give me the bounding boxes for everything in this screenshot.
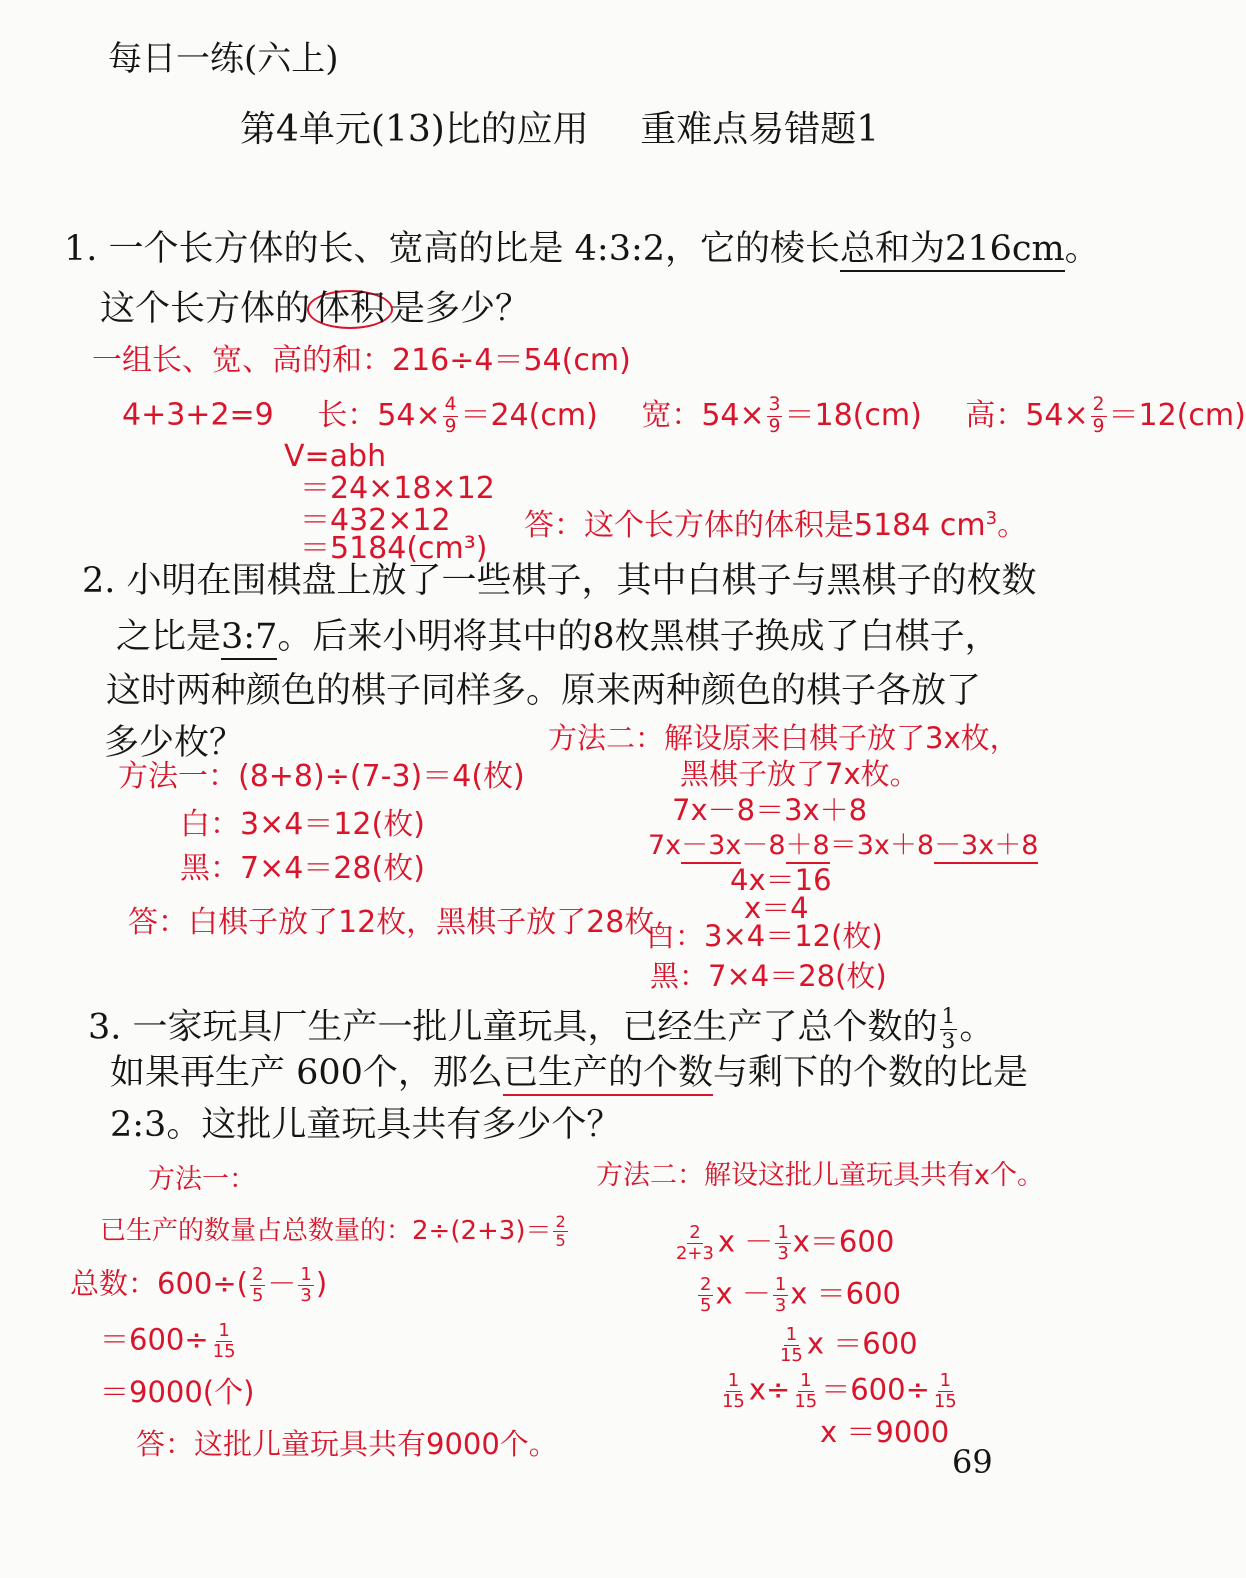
page-number: 69: [952, 1443, 993, 1481]
q3-method1-l4: ＝9000(个): [100, 1375, 255, 1409]
title-subtitle: 重难点易错题1: [640, 109, 880, 150]
q2-method2-eq3: 4x＝16: [730, 863, 832, 897]
q3-underlined-produced: 已生产的个数: [503, 1053, 713, 1096]
q3-method2-eq5: x ＝9000: [820, 1415, 950, 1449]
q1-step-sum: 一组长、宽、高的和：216÷4＝54(cm): [92, 343, 631, 378]
q3-method1-l3: ＝600÷ $\frac{1}{15}$: [100, 1320, 236, 1362]
page-title: [240, 109, 880, 150]
q2-method2-head2: 黑棋子放了7x枚。: [680, 757, 919, 791]
q1-length: 长：54× $\frac{4}{9}$ ＝24(cm): [317, 394, 598, 437]
q1-height: 高：54× $\frac{2}{9}$ ＝12(cm): [965, 394, 1246, 437]
q2-method2-eq4: x＝4: [744, 891, 809, 925]
q1-line2: 这个长方体的 体积 是多少？: [100, 289, 531, 329]
q2-method2-eq2: 7x－3x－8＋8＝3x＋8－3x＋8: [648, 832, 1038, 859]
q1-answer: 答：这个长方体的体积是5184 $cm^3$。: [524, 508, 1028, 543]
q1-width: 宽：54× $\frac{3}{9}$ ＝18(cm): [641, 394, 922, 437]
q3-method1-title: 方法一：: [148, 1164, 256, 1195]
q3-method1-l1: 已生产的数量占总数量的：2÷(2+3)＝ $\frac{2}{5}$: [100, 1212, 566, 1251]
title-unit: 第4单元(13)比的应用: [240, 109, 589, 150]
q3-line3: 2:3。这批儿童玩具共有多少个？: [110, 1105, 622, 1145]
q1-formula: V=abh: [284, 439, 387, 474]
q1-underlined-total: 总和为216cm: [840, 229, 1065, 272]
q2-line2: 之比是3:7。后来小明将其中的8枚黑棋子换成了白棋子，: [116, 620, 1000, 655]
q1-line1: 1. 一个长方体的长、宽高的比是 4:3:2，它的棱长总和为216cm。: [64, 232, 1100, 267]
q1-calc-3: ＝5184(cm³): [300, 531, 488, 566]
q2-underlined-ratio: 3:7: [221, 617, 277, 660]
q2-method1-white: 白：3×4＝12(枚): [180, 807, 425, 842]
q3-method2-eq1: $\frac{2}{2+3}$ x － $\frac{1}{3}$ x＝600: [676, 1222, 895, 1264]
q3-method2-eq2: $\frac{2}{5}$ x － $\frac{1}{3}$ x ＝600: [700, 1274, 901, 1316]
q2-method1-answer: 答：白棋子放了12枚，黑棋子放了28枚。: [128, 905, 685, 940]
series-label: 每日一练(六上): [108, 39, 339, 79]
q2-method1-head: 方法一：(8+8)÷(7-3)＝4(枚): [118, 759, 525, 794]
q2-line3: 这时两种颜色的棋子同样多。原来两种颜色的棋子各放了: [106, 671, 982, 711]
q3-method2-title: 方法二：解设这批儿童玩具共有x个。: [596, 1160, 1044, 1191]
q2-method2-white: 白：3×4＝12(枚): [646, 919, 883, 953]
q3-line2: 如果再生产 600个，那么已生产的个数与剩下的个数的比是: [110, 1056, 1028, 1091]
q2-method2-black: 黑：7×4＝28(枚): [650, 959, 887, 993]
q3-line1: 3. 一家玩具厂生产一批儿童玩具，已经生产了总个数的 $\frac{1}{3}$ 。: [88, 1004, 995, 1054]
q3-method2-eq4: $\frac{1}{15}$ x÷ $\frac{1}{15}$ ＝600÷ $\frac{1}{15}$: [722, 1370, 957, 1412]
q1-calc-1: ＝24×18×12: [300, 471, 495, 506]
q3-method2-eq3: $\frac{1}{15}$ x ＝600: [780, 1324, 918, 1366]
q1-step-parts: 4+3+2=9 长：54× $\frac{4}{9}$ ＝24(cm) 宽：54× $\frac{3}{9}$ ＝18(cm) 高：54× $\frac{2}{9}$ ＝12(cm): [122, 394, 1246, 437]
q3-method1-answer: 答：这批儿童玩具共有9000个。: [136, 1427, 558, 1461]
q2-line4: 多少枚？: [104, 723, 245, 763]
q2-line1: 2. 小明在围棋盘上放了一些棋子，其中白棋子与黑棋子的枚数: [82, 561, 1037, 601]
q2-method2-head: 方法二：解设原来白棋子放了3x枚，: [548, 721, 1019, 755]
q1-calc-2: ＝432×12: [300, 503, 451, 538]
q2-method2-eq1: 7x－8＝3x＋8: [672, 793, 868, 827]
q2-method1-black: 黑：7×4＝28(枚): [180, 851, 425, 886]
q1-circled-volume: 体积: [307, 290, 393, 329]
q3-method1-l2: 总数：600÷( $\frac{2}{5}$ － $\frac{1}{3}$ ): [70, 1264, 328, 1306]
